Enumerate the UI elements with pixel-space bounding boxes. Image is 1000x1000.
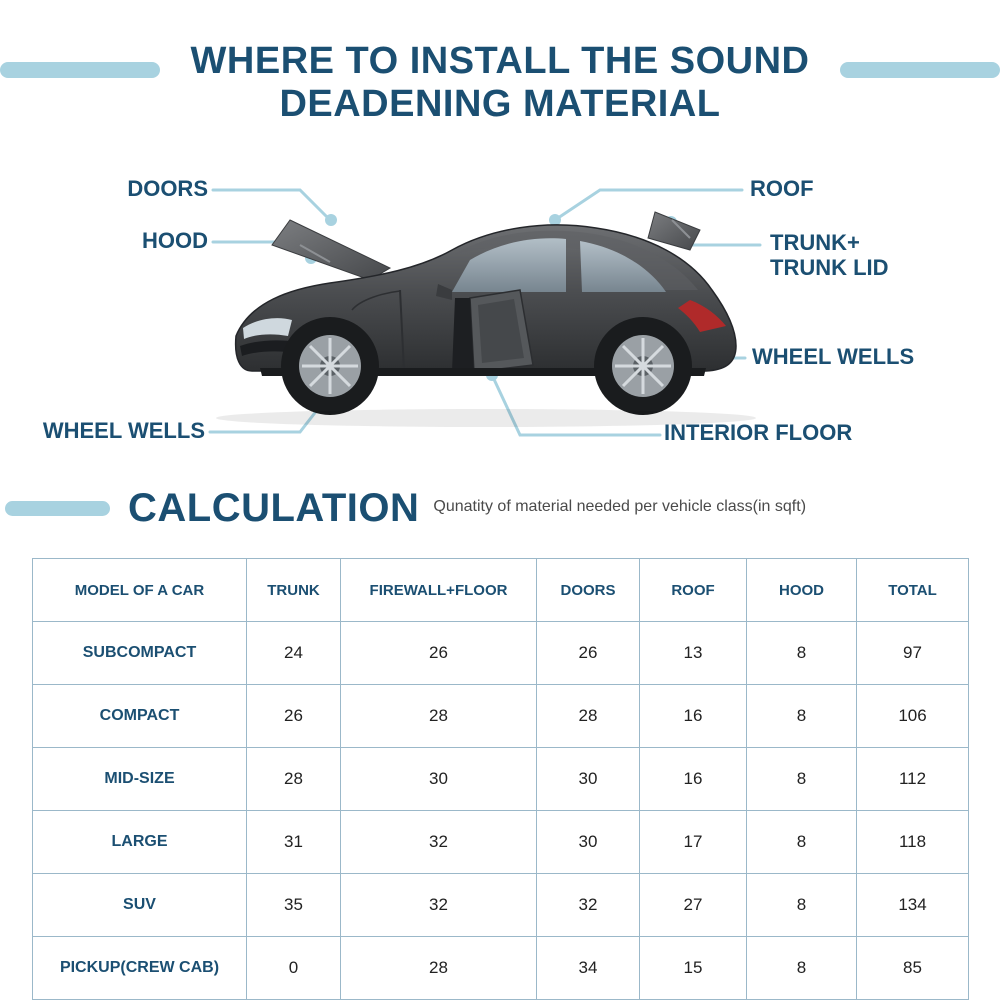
column-header-model: MODEL OF A CAR — [33, 559, 247, 622]
table-header-row — [33, 559, 969, 622]
table-row — [33, 937, 969, 1000]
cell-trunk: 35 — [247, 874, 341, 937]
cell-firewall-floor: 28 — [341, 685, 537, 748]
cell-doors: 26 — [537, 622, 640, 685]
cell-total: 106 — [857, 685, 969, 748]
table-row — [33, 811, 969, 874]
title-row — [0, 40, 1000, 125]
cell-hood: 8 — [747, 874, 857, 937]
cell-firewall-floor: 26 — [341, 622, 537, 685]
cell-doors: 30 — [537, 811, 640, 874]
cell-trunk: 31 — [247, 811, 341, 874]
cell-trunk: 0 — [247, 937, 341, 1000]
title-accent-bar-right — [840, 62, 1000, 78]
car-diagram — [0, 150, 1000, 480]
column-header-doors: DOORS — [537, 559, 640, 622]
cell-total: 134 — [857, 874, 969, 937]
table-row — [33, 685, 969, 748]
calculation-table — [32, 558, 969, 1000]
table-row — [33, 622, 969, 685]
cell-doors: 28 — [537, 685, 640, 748]
column-header-trunk: TRUNK — [247, 559, 341, 622]
label-trunk-line1: TRUNK+ — [770, 230, 860, 255]
label-wheel-wells-left: WHEEL WELLS — [42, 418, 205, 443]
cell-model: SUBCOMPACT — [33, 622, 247, 685]
title-accent-bar-left — [0, 62, 160, 78]
table-row — [33, 874, 969, 937]
calculation-title: CALCULATION — [128, 485, 420, 530]
cell-hood: 8 — [747, 685, 857, 748]
cell-model: PICKUP(CREW CAB) — [33, 937, 247, 1000]
cell-doors: 32 — [537, 874, 640, 937]
table-row — [33, 748, 969, 811]
calculation-subtitle: Qunatity of material needed per vehicle class(in sqft) — [433, 498, 807, 515]
cell-hood: 8 — [747, 937, 857, 1000]
column-header-roof: ROOF — [640, 559, 747, 622]
calculation-table-wrap — [32, 558, 968, 1000]
cell-total: 97 — [857, 622, 969, 685]
cell-roof: 15 — [640, 937, 747, 1000]
cell-firewall-floor: 28 — [341, 937, 537, 1000]
page-title: WHERE TO INSTALL THE SOUND DEADENING MATERIAL — [190, 40, 810, 125]
cell-hood: 8 — [747, 622, 857, 685]
cell-roof: 27 — [640, 874, 747, 937]
column-header-total: TOTAL — [857, 559, 969, 622]
cell-model: MID-SIZE — [33, 748, 247, 811]
cell-doors: 30 — [537, 748, 640, 811]
cell-hood: 8 — [747, 748, 857, 811]
label-interior-floor: INTERIOR FLOOR — [664, 420, 853, 445]
cell-firewall-floor: 32 — [341, 811, 537, 874]
calculation-header — [0, 478, 1000, 538]
cell-model: SUV — [33, 874, 247, 937]
cell-trunk: 24 — [247, 622, 341, 685]
label-roof: ROOF — [750, 176, 814, 201]
cell-firewall-floor: 30 — [341, 748, 537, 811]
cell-hood: 8 — [747, 811, 857, 874]
cell-trunk: 26 — [247, 685, 341, 748]
label-wheel-wells-right: WHEEL WELLS — [752, 344, 915, 369]
cell-total: 85 — [857, 937, 969, 1000]
label-trunk-lid — [770, 230, 889, 281]
cell-roof: 16 — [640, 748, 747, 811]
cell-roof: 17 — [640, 811, 747, 874]
cell-model: LARGE — [33, 811, 247, 874]
label-hood: HOOD — [142, 228, 208, 253]
label-trunk-line2: TRUNK LID — [770, 255, 889, 281]
cell-total: 112 — [857, 748, 969, 811]
cell-trunk: 28 — [247, 748, 341, 811]
cell-model: COMPACT — [33, 685, 247, 748]
cell-roof: 16 — [640, 685, 747, 748]
cell-total: 118 — [857, 811, 969, 874]
cell-roof: 13 — [640, 622, 747, 685]
label-doors: DOORS — [127, 176, 208, 201]
cell-doors: 34 — [537, 937, 640, 1000]
calculation-accent-bar — [5, 501, 110, 516]
cell-firewall-floor: 32 — [341, 874, 537, 937]
column-header-firewall-floor: FIREWALL+FLOOR — [341, 559, 537, 622]
column-header-hood: HOOD — [747, 559, 857, 622]
